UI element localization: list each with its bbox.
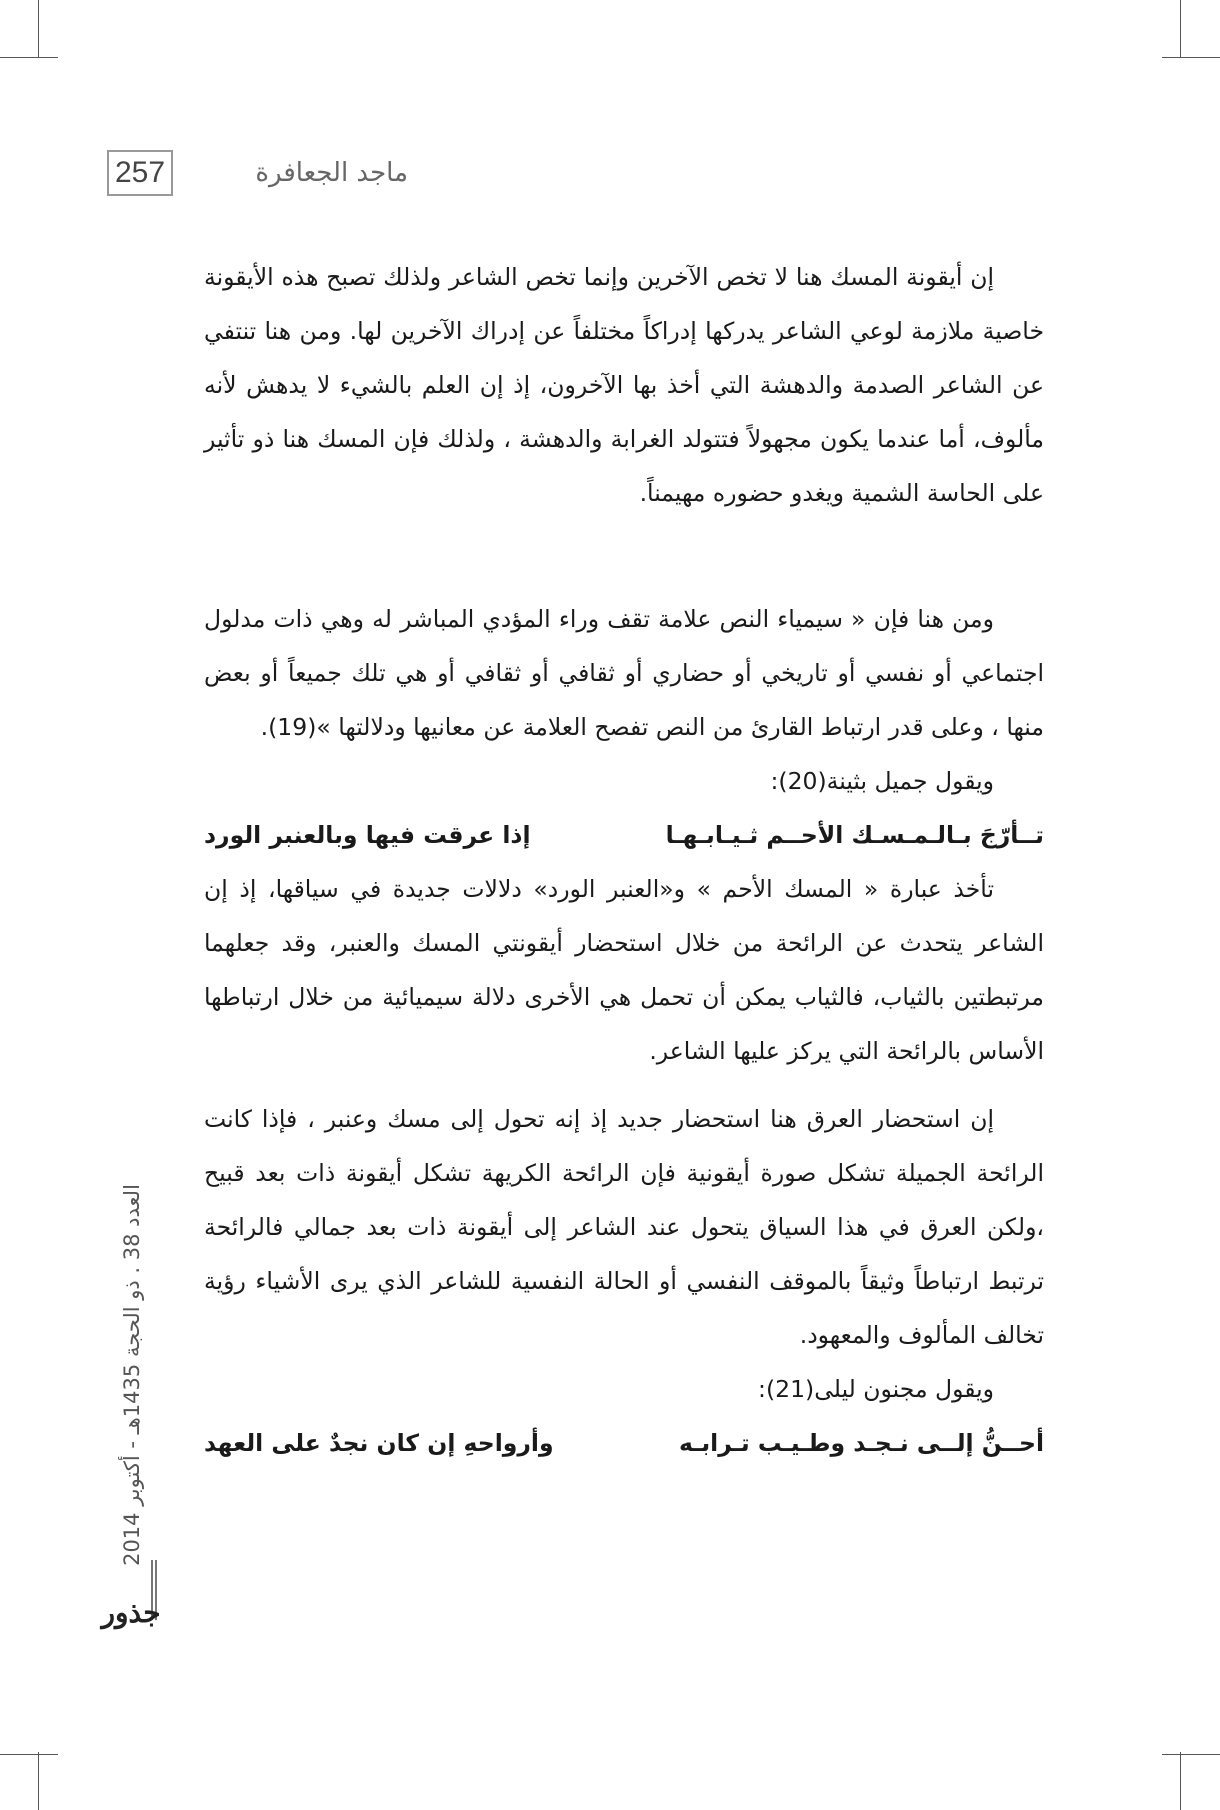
verse-first-hemistich: أحــنُّ إلــى نـجـد وطـيـب تـرابـه bbox=[679, 1429, 1044, 1457]
author-running-head: ماجد الجعافرة bbox=[255, 158, 408, 188]
verse-first-hemistich: تــأرّجَ بـالـمـسـك الأحــم ثـيـابـهـا bbox=[665, 821, 1044, 849]
crop-mark bbox=[0, 1754, 58, 1755]
crop-mark bbox=[38, 0, 39, 58]
crop-mark bbox=[1180, 0, 1181, 58]
issue-info-sidebar bbox=[112, 1130, 152, 1620]
crop-mark bbox=[1162, 57, 1220, 58]
journal-logo: جذور bbox=[101, 1596, 161, 1629]
crop-mark bbox=[0, 57, 58, 58]
paragraph: تأخذ عبارة « المسك الأحم » و«العنبر الورد» دلالات جديدة في سياقها، إذ إن الشاعر يتحدث عن الرائحة من خلال استحضار أيقونتي المسك والعنبر، وقد جعلهما مرتبطتين بالثياب، فالثياب يمكن أن تحمل هي الأخرى دلالة سيميائية من خلال ارتباطها الأساس بالرائحة التي يركز عليها الشاعر. bbox=[204, 875, 1044, 1065]
paragraph: إن استحضار العرق هنا استحضار جديد إذ إنه تحول إلى مسك وعنبر ، فإذا كانت الرائحة الجميلة تشكل صورة أيقونية فإن الرائحة الكريهة تشكل أيقونة ذات بعد قبيح ،ولكن العرق في هذا السياق يتحول عند الشاعر إلى أيقونة ذات بعد جمالي فالرائحة ترتبط ارتباطاً وثيقاً بالموقف النفسي أو الحالة النفسية للشاعر الذي يرى الأشياء رؤية تخالف المألوف والمعهود. bbox=[204, 1105, 1044, 1349]
page-number: 257 bbox=[107, 150, 173, 196]
article-body bbox=[204, 250, 1044, 1470]
poetry-verse bbox=[204, 1416, 1044, 1470]
poetry-verse bbox=[204, 808, 1044, 862]
verse-intro: ويقول مجنون ليلى(21): bbox=[758, 1375, 994, 1403]
issue-info: العدد 38 . ذو الحجة 1435هـ - أكتوبر 2014 bbox=[120, 1184, 145, 1566]
verse-intro: ويقول جميل بثينة(20): bbox=[770, 767, 994, 795]
crop-mark bbox=[1180, 1752, 1181, 1810]
crop-mark bbox=[38, 1752, 39, 1810]
crop-mark bbox=[1162, 1754, 1220, 1755]
verse-second-hemistich: وأرواحهِ إن كان نجدٌ على العهد bbox=[204, 1429, 554, 1457]
paragraph: ومن هنا فإن « سيمياء النص علامة تقف وراء المؤدي المباشر له وهي ذات مدلول اجتماعي أو نفسي أو تاريخي أو حضاري أو ثقافي أو ثقافي أو هي تلك جميعاً أو بعض منها ، وعلى قدر ارتباط القارئ من النص تفصح العلامة عن معانيها ودلالتها »(19). bbox=[204, 605, 1044, 741]
paragraph: إن أيقونة المسك هنا لا تخص الآخرين وإنما تخص الشاعر ولذلك تصبح هذه الأيقونة خاصية ملازمة لوعي الشاعر يدركها إدراكاً مختلفاً عن إدراك الآخرين لها. ومن هنا تنتفي عن الشاعر الصدمة والدهشة التي أخذ بها الآخرون، إذ إن العلم بالشيء لا يدهش لأنه مألوف، أما عندما يكون مجهولاً فتتولد الغرابة والدهشة ، ولذلك فإن المسك هنا ذو تأثير على الحاسة الشمية ويغدو حضوره مهيمناً. bbox=[204, 263, 1044, 507]
verse-second-hemistich: إذا عرقت فيها وبالعنبر الورد bbox=[204, 821, 531, 849]
